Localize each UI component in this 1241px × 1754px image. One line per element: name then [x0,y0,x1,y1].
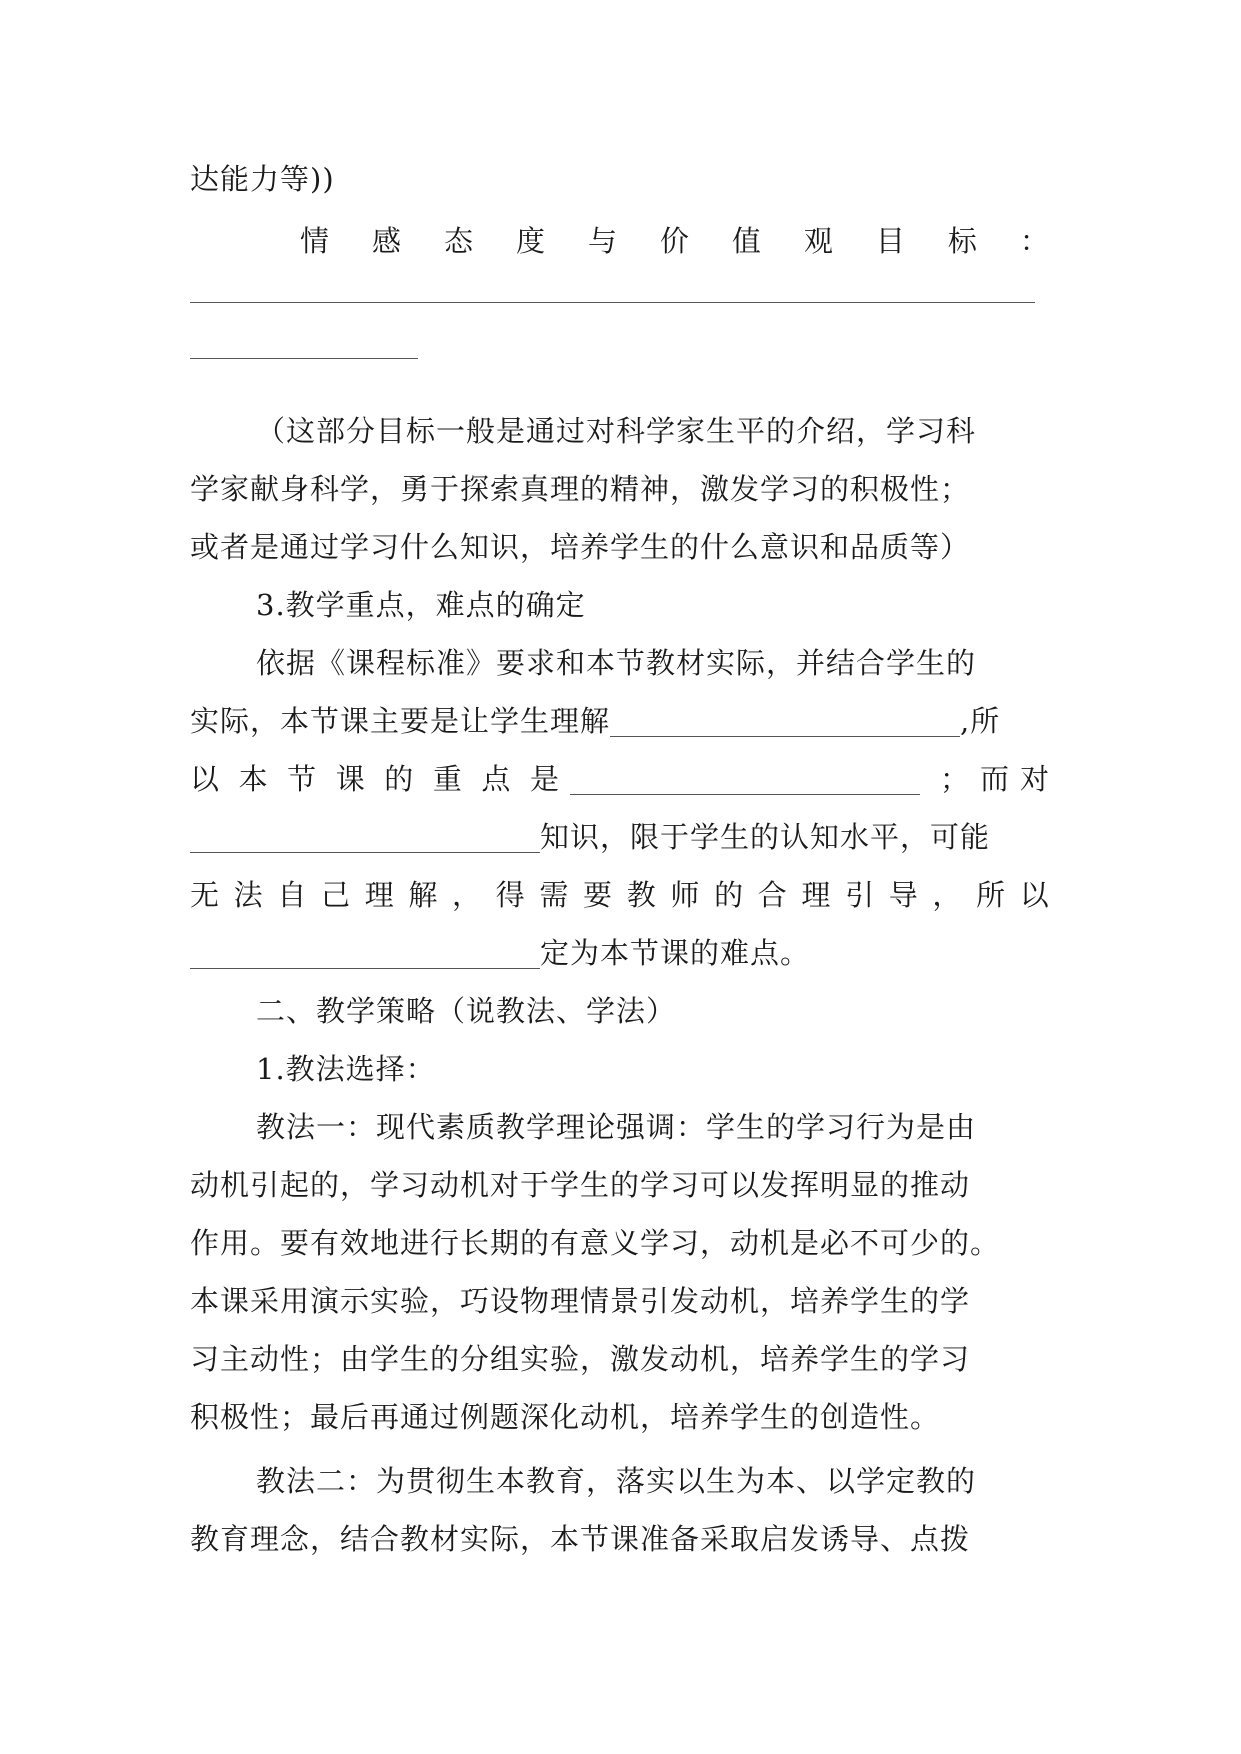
subheading-method-selection: 1.教法选择： [256,1052,436,1086]
text-line-12 [190,924,1050,982]
char: 引 [845,878,876,912]
body-text [190,402,1050,1568]
char: 标 [947,224,978,258]
char: 的 [384,762,415,796]
char: 理 [801,878,832,912]
fill-in-blank-line-short [190,358,418,359]
char: ： [1019,224,1050,258]
char: 是 [529,762,560,796]
text-line-22: 教育理念，结合教材实际，本节课准备采取启发诱导、点拨 [190,1522,971,1556]
text-line-8-end: ,所 [960,704,1001,738]
char: 法 [233,878,264,912]
char: 以 [1019,878,1050,912]
char: 导 [888,878,919,912]
char: 无 [190,878,221,912]
char: 对 [1019,762,1050,796]
char: ， [932,878,963,912]
text-line-9-end [940,750,1050,808]
affective-goal-heading [300,212,1050,270]
char: 目 [875,224,906,258]
char: 要 [583,878,614,912]
char: 师 [670,878,701,912]
section-heading-teaching-strategy: 二、教学策略（说教法、学法） [256,994,677,1028]
text-line-19: 习主动性；由学生的分组实验，激发动机，培养学生的学习 [190,1342,971,1376]
char: 观 [803,224,834,258]
text-line-21: 教法二：为贯彻生本教育，落实以生为本、以学定教的 [256,1464,977,1498]
char: 需 [539,878,570,912]
text-line-18: 本课采用演示实验，巧设物理情景引发动机，培养学生的学 [190,1284,971,1318]
text-line-1: 达能力等)) [190,162,335,196]
fill-in-blank [190,938,540,969]
text-line-12-text: 定为本节课的难点。 [540,936,811,970]
char: 节 [287,762,318,796]
text-line-10 [190,808,1050,866]
char: 感 [371,224,402,258]
char: 重 [432,762,463,796]
fill-in-blank-line [190,302,1035,303]
char: 本 [238,762,269,796]
char: 以 [190,762,221,796]
char: 价 [659,224,690,258]
char: 度 [515,224,546,258]
text-line-4: 学家献身科学，勇于探索真理的精神，激发学习的积极性； [190,472,971,506]
text-line-16: 动机引起的，学习动机对于学生的学习可以发挥明显的推动 [190,1168,971,1202]
text-line-8-start: 实际，本节课主要是让学生理解 [190,704,611,738]
text-line-10-text: 知识，限于学生的认知水平，可能 [540,820,991,854]
char: 理 [364,878,395,912]
char: 而 [979,762,1010,796]
char: 值 [731,224,762,258]
text-line-9 [190,750,1050,808]
char: 情 [300,224,331,258]
char: 课 [335,762,366,796]
char: ， [452,878,483,912]
char: 己 [321,878,352,912]
text-line-9-start [190,750,560,808]
text-line-7: 依据《课程标准》要求和本节教材实际，并结合学生的 [256,646,977,680]
char: 教 [626,878,657,912]
char: 得 [495,878,526,912]
text-line-8 [190,692,1050,750]
char: 解 [408,878,439,912]
text-line-15: 教法一：现代素质教学理论强调：学生的学习行为是由 [256,1110,977,1144]
fill-in-blank [570,764,920,795]
fill-in-blank [610,706,960,737]
char: 态 [443,224,474,258]
section-heading-key-points: 3.教学重点，难点的确定 [256,588,586,622]
text-line-11 [190,866,1050,924]
text-line-17: 作用。要有效地进行长期的有意义学习，动机是必不可少的。 [190,1226,1001,1260]
fill-in-blank [190,822,540,853]
char: 与 [587,224,618,258]
char: 自 [277,878,308,912]
text-line-20: 积极性；最后再通过例题深化动机，培养学生的创造性。 [190,1400,941,1434]
char: 所 [976,878,1007,912]
text-line-5: 或者是通过学习什么知识，培养学生的什么意识和品质等） [190,530,971,564]
char: 的 [714,878,745,912]
char: 点 [481,762,512,796]
char: ； [940,762,971,796]
char: 合 [757,878,788,912]
text-line-3: （这部分目标一般是通过对科学家生平的介绍，学习科 [256,414,977,448]
